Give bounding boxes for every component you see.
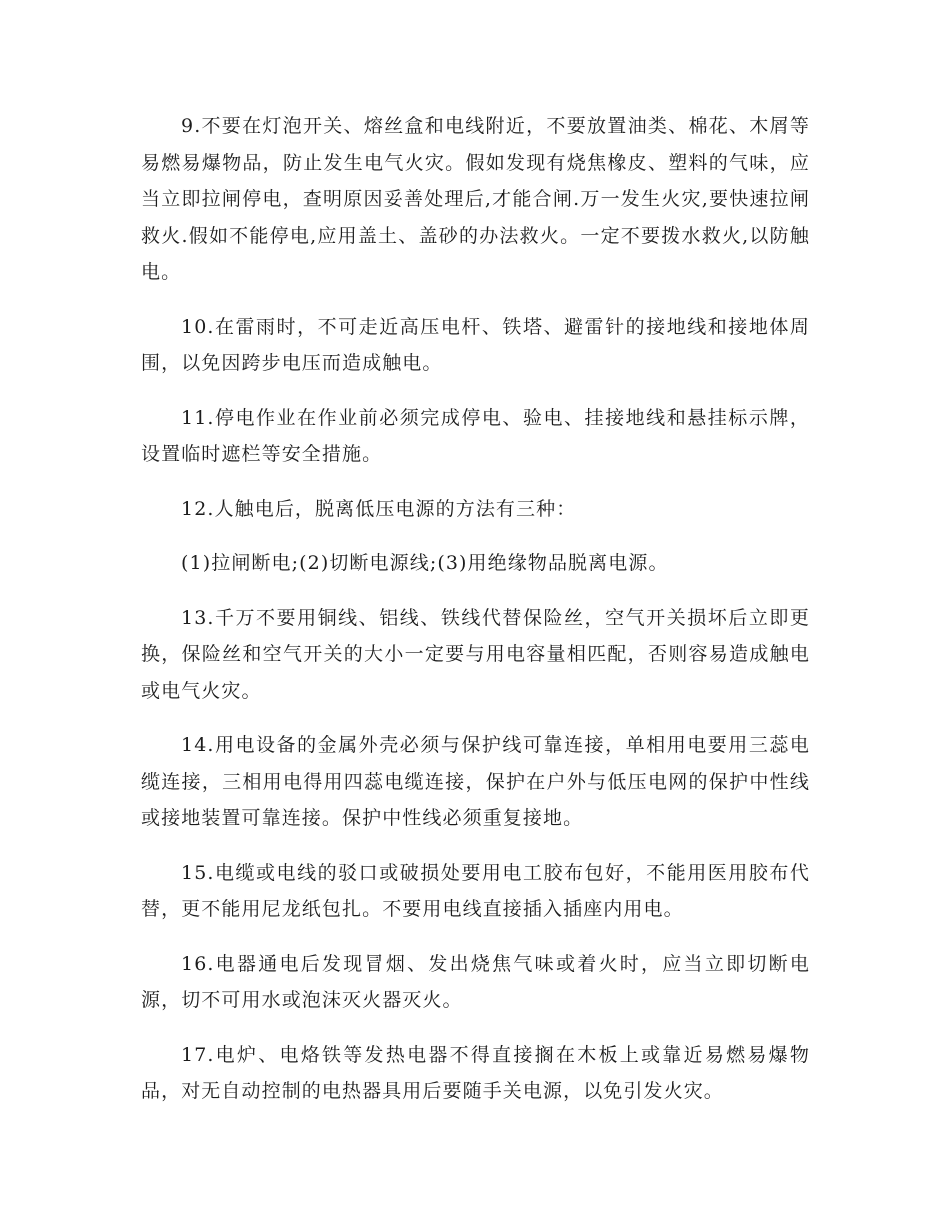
paragraph-item-14: 14.用电设备的金属外壳必须与保护线可靠连接，单相用电要用三蕊电缆连接，三相用电得用四蕊电缆连接，保护在户外与低压电网的保护中性线或接地装置可靠连接。保护中性线必须重复接地。	[141, 734, 810, 829]
paragraph-item-11: 11.停电作业在作业前必须完成停电、验电、挂接地线和悬挂标示牌，设置临时遮栏等安全措施。	[141, 406, 810, 465]
paragraph-item-12: 12.人触电后，脱离低压电源的方法有三种：	[181, 497, 577, 520]
paragraph-item-13: 13.千万不要用铜线、铝线、铁线代替保险丝，空气开关损坏后立即更换，保险丝和空气开关的大小一定要与用电容量相匹配，否则容易造成触电或电气火灾。	[141, 606, 810, 702]
paragraph-item-10: 10.在雷雨时，不可走近高压电杆、铁塔、避雷针的接地线和接地体周围，以免因跨步电压而造成触电。	[141, 315, 810, 374]
paragraph-item-12-methods: (1)拉闸断电;(2)切断电源线;(3)用绝缘物品脱离电源。	[181, 552, 669, 574]
paragraph-item-15: 15.电缆或电线的驳口或破损处要用电工胶布包好，不能用医用胶布代替，更不能用尼龙纸包扎。不要用电线直接插入插座内用电。	[141, 861, 810, 920]
paragraph-item-16: 16.电器通电后发现冒烟、发出烧焦气味或着火时，应当立即切断电源，切不可用水或泡沫灭火器灭火。	[141, 952, 810, 1011]
paragraph-item-17: 17.电炉、电烙铁等发热电器不得直接搁在木板上或靠近易燃易爆物品，对无自动控制的电热器具用后要随手关电源，以免引发火灾。	[141, 1043, 810, 1102]
paragraph-item-9: 9.不要在灯泡开关、熔丝盒和电线附近，不要放置油类、棉花、木屑等易燃易爆物品，防止发生电气火灾。假如发现有烧焦橡皮、塑料的气味，应当立即拉闸停电，查明原因妥善处理后,才能合闸.万一发生火灾,要快速拉闸救火.假如不能停电,应用盖土、盖砂的办法救火。一定不要拨水救火,以防触电。	[141, 115, 810, 283]
